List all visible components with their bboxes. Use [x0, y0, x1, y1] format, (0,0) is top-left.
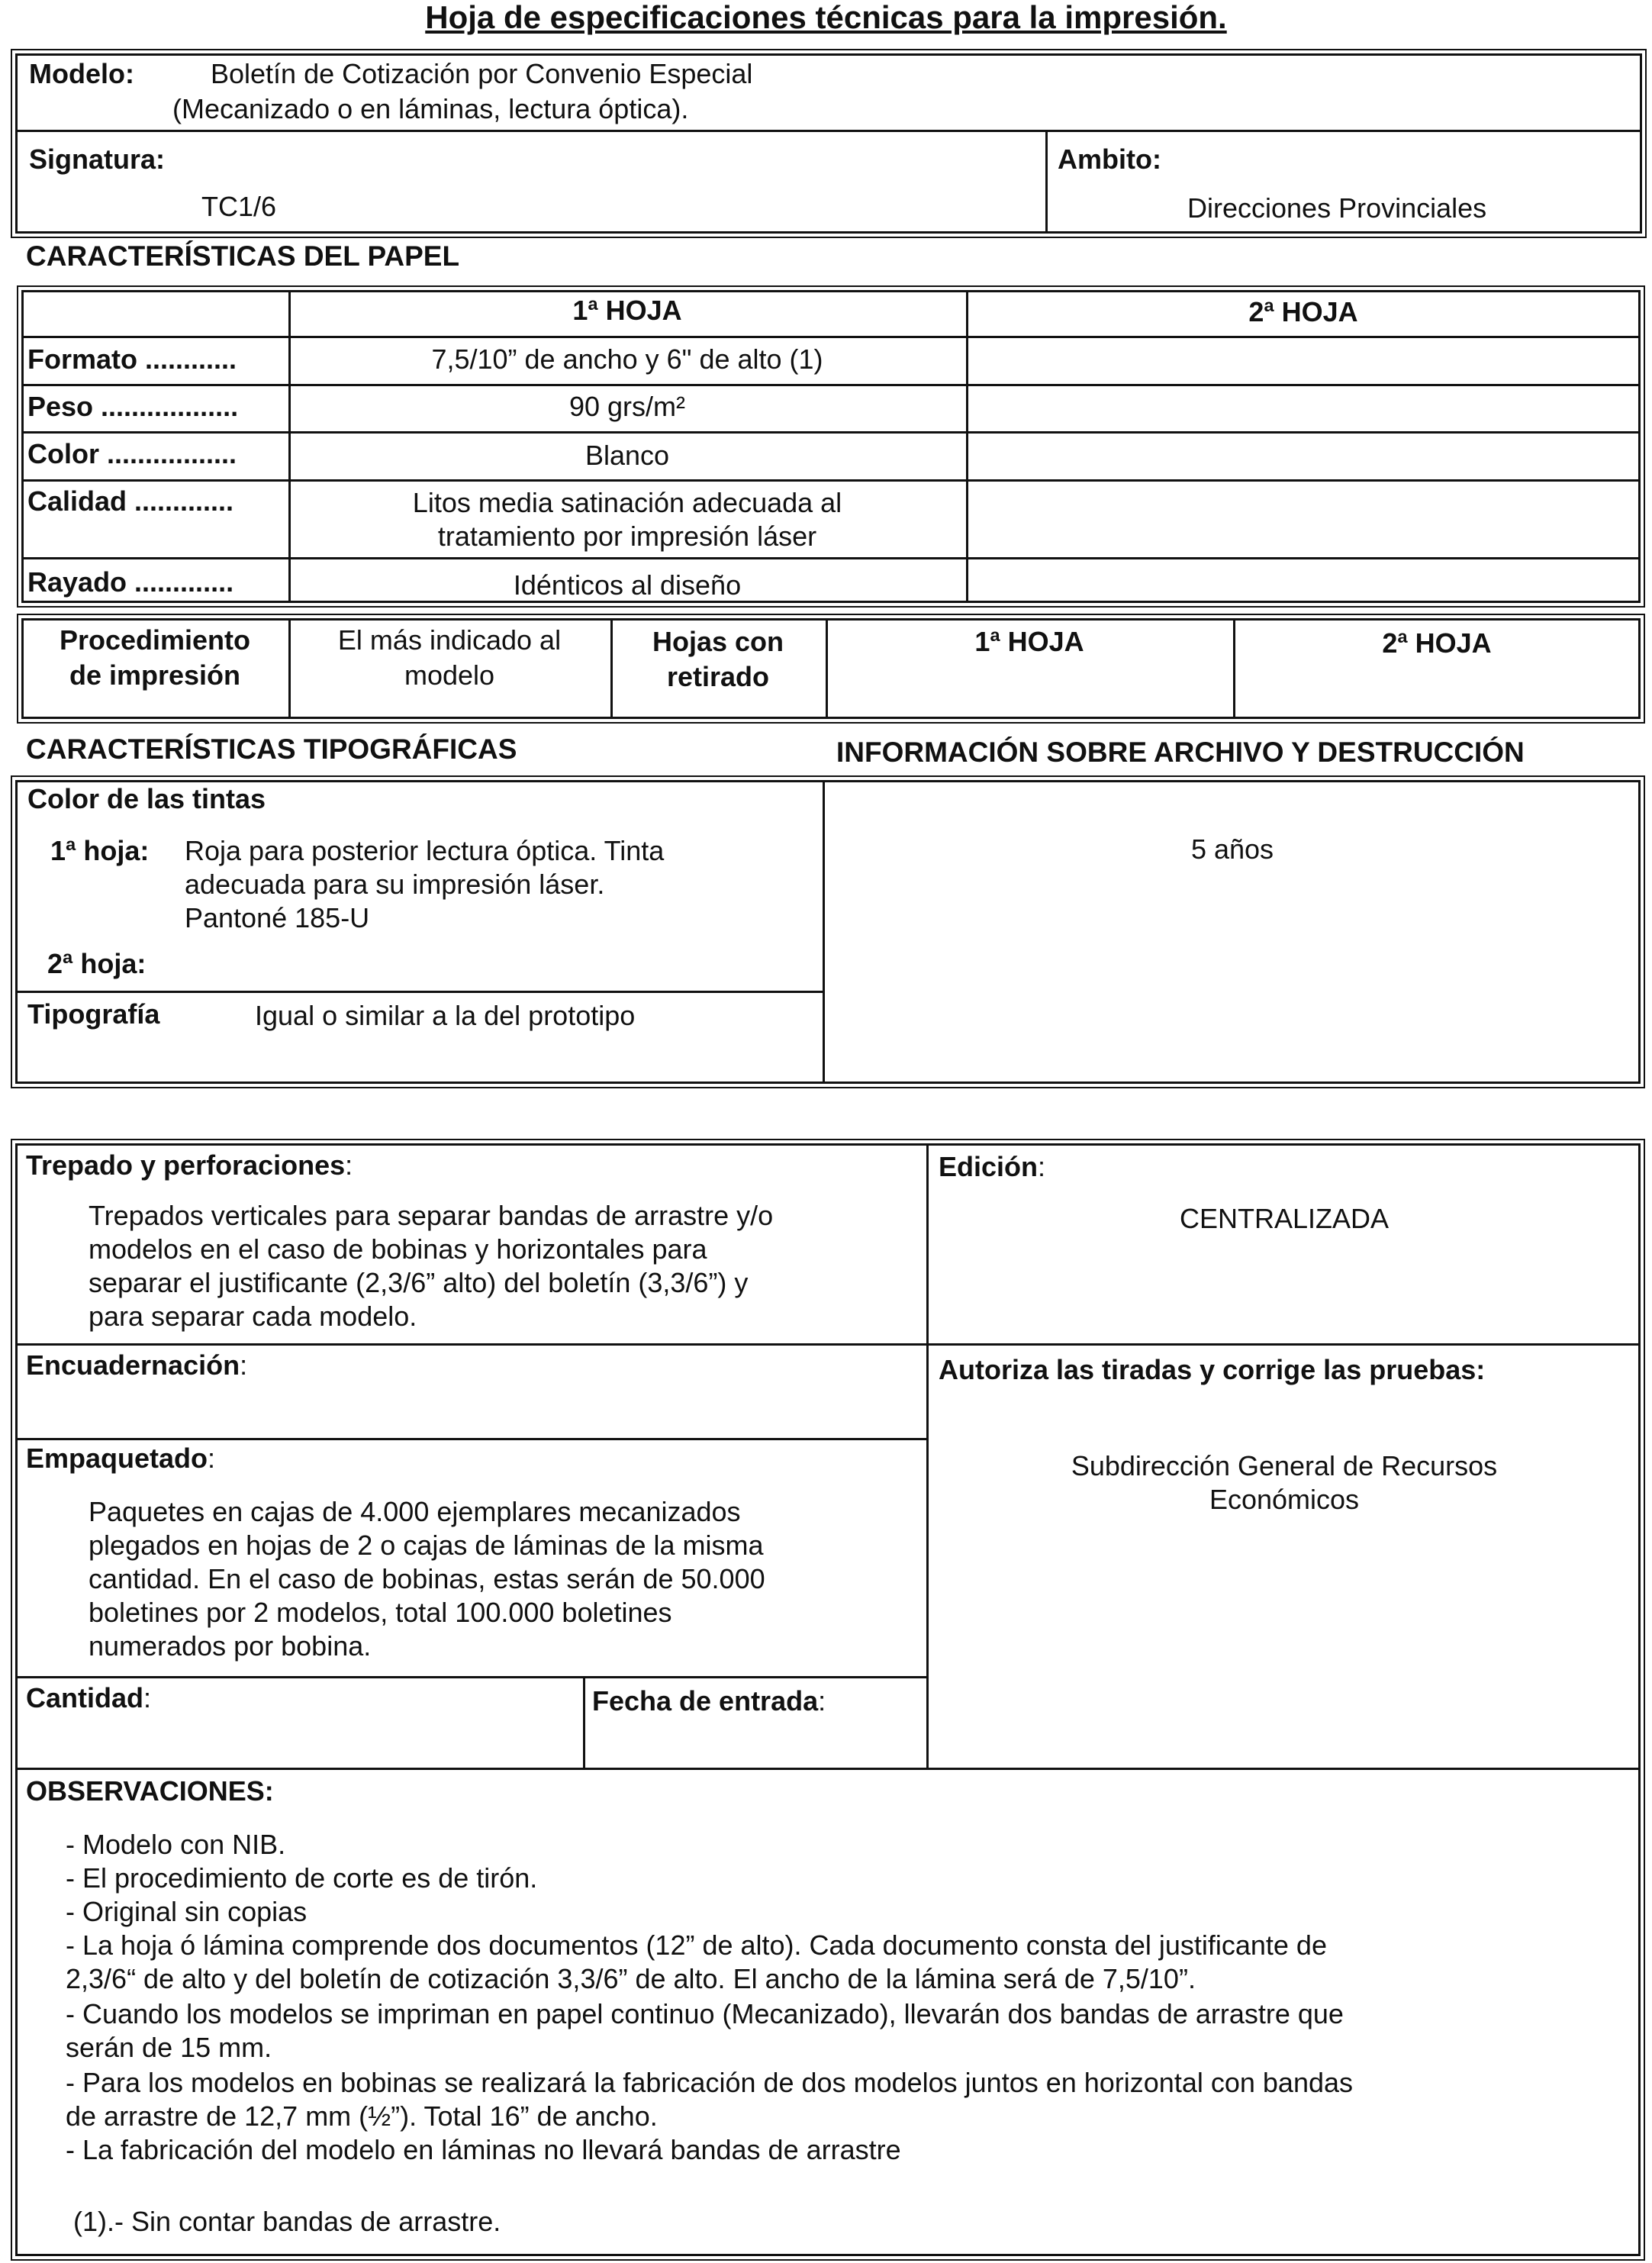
signatura-value: TC1/6 [201, 191, 277, 222]
tipograficas-heading: CARACTERÍSTICAS TIPOGRÁFICAS [26, 733, 517, 765]
hoja1-line1: Roja para posterior lectura óptica. Tinta [185, 835, 665, 866]
tintas-label: Color de las tintas [27, 783, 266, 814]
tipografia-label: Tipografía [27, 998, 160, 1030]
divider [15, 1438, 928, 1440]
trepado-line2: modelos en el caso de bobinas y horizontales para [89, 1233, 707, 1265]
papel-col2: 2ª HOJA [1248, 296, 1358, 327]
autoriza-label: Autoriza las tiradas y corrige las pruebas: [939, 1354, 1486, 1385]
hoja1-line3: Pantoné 185-U [185, 902, 370, 933]
procedimiento-value-2: modelo [404, 659, 495, 691]
procedimiento-label-2: de impresión [69, 659, 241, 691]
hoja1-label: 1ª hoja: [50, 835, 150, 866]
divider [583, 1676, 585, 1768]
row-value-peso: 90 grs/m² [568, 391, 686, 422]
archivo-heading: INFORMACIÓN SOBRE ARCHIVO Y DESTRUCCIÓN [836, 737, 1525, 768]
row-value-formato: 7,5/10” de ancho y 6" de alto (1) [431, 343, 823, 375]
empaquetado-heading [26, 1441, 215, 1476]
trepado-line4: para separar cada modelo. [89, 1301, 417, 1332]
empaquetado-line3: cantidad. En el caso de bobinas, estas serán de 50.000 [89, 1563, 765, 1594]
trepado-line3: separar el justificante (2,3/6” alto) del boletín (3,3/6”) y [89, 1267, 749, 1298]
row-value-color: Blanco [584, 440, 670, 471]
procedimiento-col2: 2ª HOJA [1382, 627, 1492, 659]
divider [21, 431, 1641, 434]
edicion-heading [939, 1149, 1045, 1185]
trepado-line1: Trepados verticales para separar bandas de arrastre y/o [89, 1200, 774, 1231]
fecha-label: Fecha de entrada [592, 1685, 819, 1717]
page-title: Hoja de especificaciones técnicas para la impresión. [425, 0, 1227, 35]
ambito-value: Direcciones Provinciales [1187, 192, 1487, 224]
divider [21, 557, 1641, 559]
empaquetado-line5: numerados por bobina. [89, 1630, 372, 1662]
empaquetado-label: Empaquetado [26, 1443, 208, 1474]
divider [823, 780, 825, 1084]
hojas-retirado-1: Hojas con [652, 626, 784, 657]
edicion-label: Edición [939, 1151, 1039, 1182]
signatura-label: Signatura: [29, 143, 166, 175]
ambito-label: Ambito: [1058, 143, 1161, 175]
encuadernacion-colon: : [240, 1349, 248, 1381]
divider [15, 130, 1642, 132]
observaciones-line6: - Cuando los modelos se impriman en papel continuo (Mecanizado), llevarán dos bandas de arrastre que [66, 1998, 1344, 2029]
observaciones-line8: - Para los modelos en bobinas se realizará la fabricación de dos modelos juntos en horizontal con bandas [66, 2067, 1354, 2098]
observaciones-line10: - La fabricación del modelo en láminas no llevará bandas de arrastre [66, 2134, 901, 2165]
divider [15, 1343, 1641, 1346]
divider [21, 479, 1641, 482]
divider [21, 336, 1641, 338]
empaquetado-line2: plegados en hojas de 2 o cajas de láminas de la misma [89, 1530, 764, 1561]
trepado-heading [26, 1148, 353, 1183]
papel-col1: 1ª HOJA [572, 295, 682, 326]
divider [15, 1676, 928, 1678]
edicion-value: CENTRALIZADA [1179, 1203, 1390, 1234]
modelo-line2: (Mecanizado o en láminas, lectura óptica). [172, 93, 689, 124]
encuadernacion-label: Encuadernación [26, 1349, 240, 1381]
observaciones-line4: - La hoja ó lámina comprende dos documentos (12” de alto). Cada documento consta del justificante de [66, 1929, 1327, 1961]
row-label-peso: Peso .................. [27, 391, 239, 422]
trepado-colon: : [345, 1149, 353, 1181]
hoja1-line2: adecuada para su impresión láser. [185, 869, 605, 900]
observaciones-line3: - Original sin copias [66, 1896, 308, 1927]
fecha-colon: : [818, 1685, 826, 1717]
modelo-label: Modelo: [29, 58, 134, 89]
observaciones-line7: serán de 15 mm. [66, 2032, 272, 2063]
row-value-calidad-2: tratamiento por impresión láser [437, 521, 817, 552]
row-label-color: Color ................. [27, 438, 237, 469]
hoja2-label: 2ª hoja: [47, 948, 147, 979]
row-label-formato: Formato ............ [27, 343, 237, 375]
empaquetado-line1: Paquetes en cajas de 4.000 ejemplares mecanizados [89, 1496, 741, 1527]
cantidad-label: Cantidad [26, 1682, 144, 1713]
trepado-label: Trepado y perforaciones [26, 1149, 346, 1181]
observaciones-line2: - El procedimiento de corte es de tirón. [66, 1862, 538, 1894]
divider [15, 991, 824, 993]
row-value-rayado: Idénticos al diseño [513, 569, 742, 601]
hojas-retirado-2: retirado [666, 661, 770, 692]
archivo-value: 5 años [1190, 833, 1274, 865]
autoriza-line2: Económicos [1209, 1484, 1360, 1515]
edicion-colon: : [1038, 1151, 1046, 1182]
row-label-rayado: Rayado ............. [27, 566, 234, 598]
observaciones-line5: 2,3/6“ de alto y del boletín de cotización 3,3/6” de alto. El ancho de la lámina será de 7,5/10”. [66, 1963, 1196, 1994]
procedimiento-col1: 1ª HOJA [974, 626, 1084, 657]
cantidad-colon: : [143, 1682, 152, 1713]
divider [1045, 130, 1048, 234]
tipografia-value: Igual o similar a la del prototipo [255, 1000, 636, 1031]
observaciones-label: OBSERVACIONES: [26, 1775, 274, 1807]
papel-heading: CARACTERÍSTICAS DEL PAPEL [26, 240, 460, 272]
divider [15, 1768, 1641, 1770]
observaciones-line1: - Modelo con NIB. [66, 1829, 286, 1860]
autoriza-line1: Subdirección General de Recursos [1071, 1450, 1498, 1481]
encuadernacion-heading [26, 1348, 247, 1383]
divider [21, 384, 1641, 386]
row-label-calidad: Calidad ............. [27, 485, 234, 517]
observaciones-note: (1).- Sin contar bandas de arrastre. [73, 2206, 501, 2237]
observaciones-line9: de arrastre de 12,7 mm (½”). Total 16” de ancho. [66, 2100, 658, 2132]
row-value-calidad-1: Litos media satinación adecuada al [412, 487, 842, 518]
modelo-line1: Boletín de Cotización por Convenio Especial [211, 58, 753, 89]
empaquetado-line4: boletines por 2 modelos, total 100.000 boletines [89, 1597, 672, 1628]
procedimiento-value-1: El más indicado al [337, 624, 562, 656]
cantidad-heading [26, 1681, 151, 1716]
fecha-heading [592, 1684, 826, 1719]
empaquetado-colon: : [208, 1443, 216, 1474]
procedimiento-label-1: Procedimiento [59, 624, 251, 656]
